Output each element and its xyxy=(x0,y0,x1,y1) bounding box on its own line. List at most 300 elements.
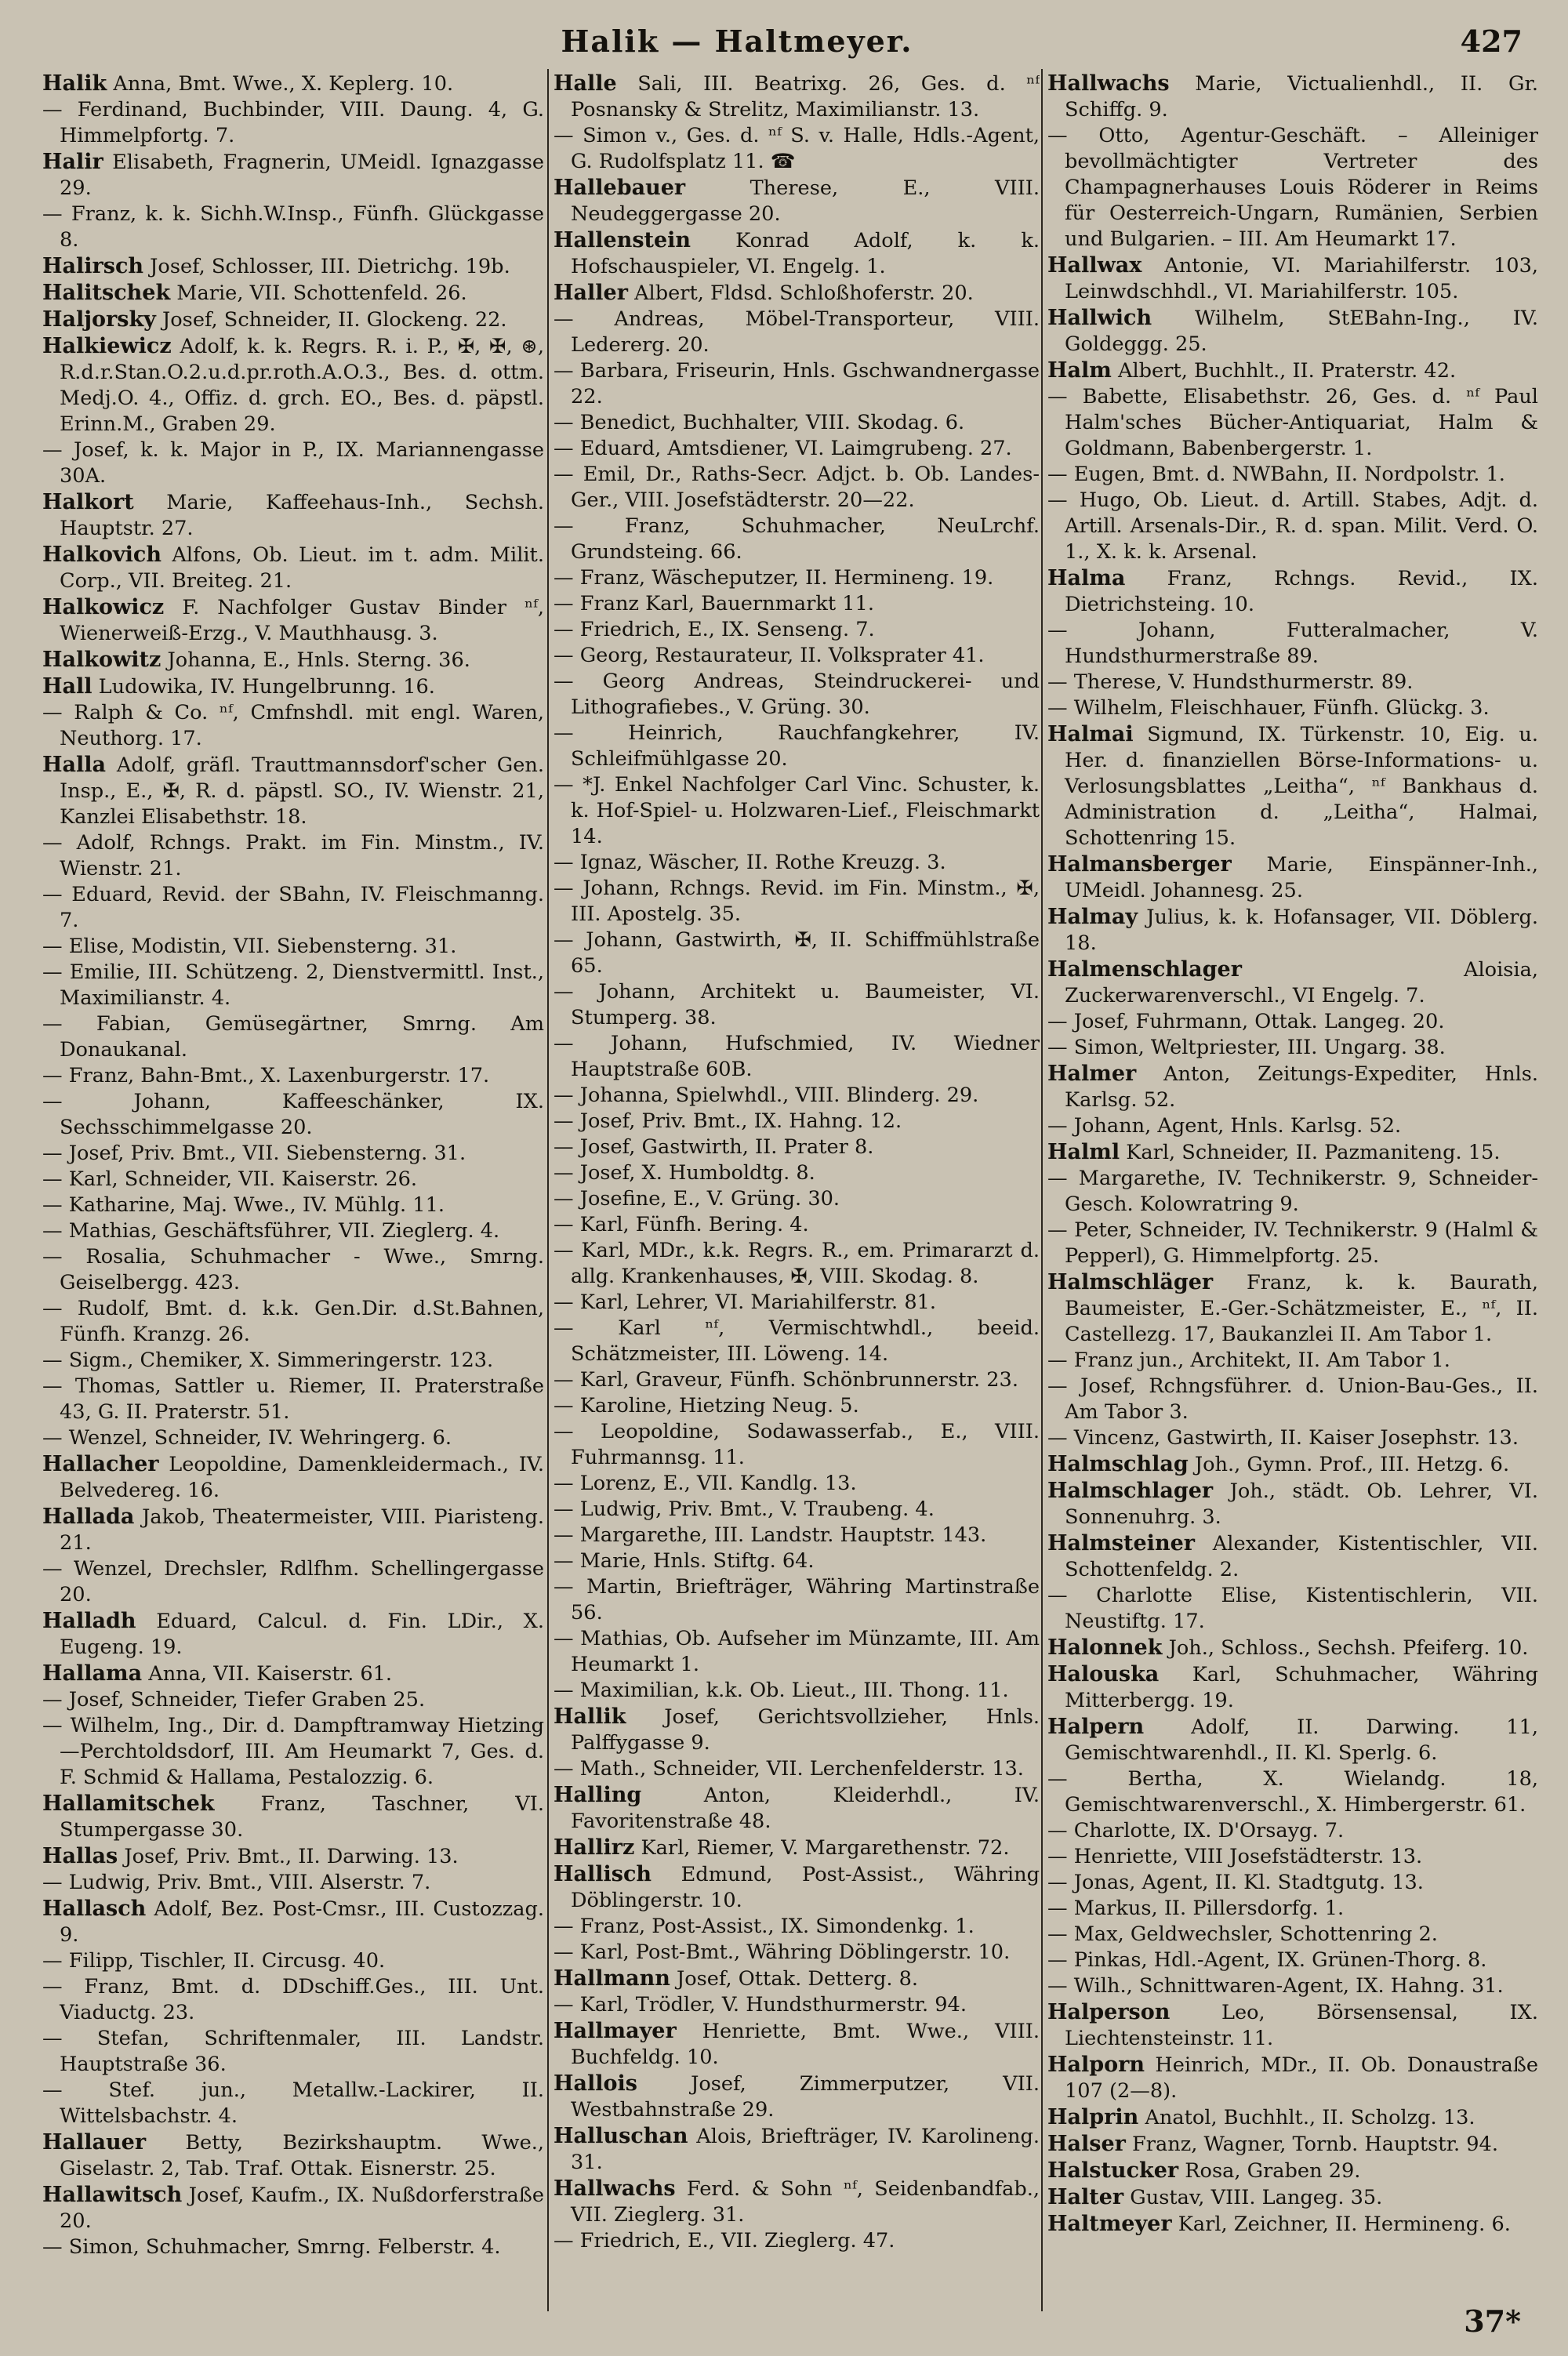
running-title: Halik — Haltmeyer. xyxy=(561,24,913,59)
entry-text: — Ludwig, Priv. Bmt., V. Traubeng. 4. xyxy=(554,1497,935,1521)
directory-entry xyxy=(554,850,1040,876)
directory-entry xyxy=(554,1238,1040,1290)
entry-surname: Halperson xyxy=(1047,2000,1171,2024)
directory-entry xyxy=(1047,1348,1538,1374)
entry-text: — Martin, Briefträger, Währing Martinstraße 56. xyxy=(554,1575,1040,1625)
entry-text: — Leopoldine, Sodawasserfab., E., VIII. Fuhrmannsg. 11. xyxy=(554,1420,1040,1469)
entry-text: — Eduard, Revid. der SBahn, IV. Fleischmanng. 7. xyxy=(42,883,544,932)
directory-entry xyxy=(554,1031,1040,1083)
entry-text: Karl, Zeichner, II. Hermineng. 6. xyxy=(1178,2213,1511,2236)
entry-text: Adolf, II. Darwing. 11, Gemischtwarenhdl., II. Kl. Sperlg. 6. xyxy=(1065,1715,1538,1765)
entry-text: Heinrich, MDr., II. Ob. Donaustraße 107 (2—8). xyxy=(1065,2053,1538,2103)
entry-text: Karl, Schneider, II. Pazmaniteng. 15. xyxy=(1126,1141,1501,1164)
directory-entry xyxy=(42,700,544,752)
directory-entry xyxy=(1047,1113,1538,1139)
directory-entry xyxy=(42,97,544,149)
directory-entry xyxy=(1047,1218,1538,1269)
entry-text: — Karl ⁿᶠ, Vermischtwhdl., beeid. Schätzmeister, III. Löweng. 14. xyxy=(554,1316,1040,1366)
entry-text: Anatol, Buchhlt., II. Scholzg. 13. xyxy=(1145,2106,1475,2129)
entry-text: — Josef, X. Humboldtg. 8. xyxy=(554,1161,815,1185)
directory-entry xyxy=(554,928,1040,979)
entry-surname: Halmsteiner xyxy=(1047,1531,1195,1556)
entry-text: — Ferdinand, Buchbinder, VIII. Daung. 4, G. Himmelpfortg. 7. xyxy=(42,98,544,147)
entry-surname: Haljorsky xyxy=(42,307,156,332)
entry-text: Henriette, Bmt. Wwe., VIII. Buchfeldg. 10. xyxy=(571,2020,1040,2069)
entry-text: — Johann, Agent, Hnls. Karlsg. 52. xyxy=(1047,1114,1402,1138)
entry-text: Sali, III. Beatrixg. 26, Ges. d. ⁿᶠ Posnansky & Strelitz, Maximilianstr. 13. xyxy=(571,72,1040,122)
entry-text: — Friedrich, E., VII. Zieglerg. 47. xyxy=(554,2229,895,2253)
directory-entry xyxy=(1047,618,1538,670)
entry-text: — Karl, Post-Bmt., Währing Döblingerstr. 10. xyxy=(554,1940,1011,1964)
entry-text: Anton, Zeitungs-Expediter, Hnls. Karlsg. 52. xyxy=(1065,1062,1538,1112)
directory-entry xyxy=(1047,1870,1538,1896)
directory-entry xyxy=(554,1678,1040,1704)
directory-entry xyxy=(554,307,1040,358)
entry-surname: Hallebauer xyxy=(554,176,686,200)
entry-text: Adolf, Bez. Post-Cmsr., III. Custozzag. 9. xyxy=(60,1897,544,1947)
directory-entry xyxy=(554,979,1040,1031)
entry-text: Leopoldine, Damenkleidermach., IV. Belvedereg. 16. xyxy=(60,1453,544,1502)
entry-text: — Karl, MDr., k.k. Regrs. R., em. Primararzt d. allg. Krankenhauses, ✠, VIII. Skodag. 8. xyxy=(554,1239,1040,1288)
directory-entry xyxy=(1047,1269,1538,1348)
directory-entry xyxy=(1047,462,1538,488)
entry-surname: Halling xyxy=(554,1783,642,1807)
directory-entry xyxy=(42,1296,544,1348)
entry-text: Marie, VII. Schottenfeld. 26. xyxy=(176,281,467,305)
entry-text: — Karl, Schneider, VII. Kaiserstr. 26. xyxy=(42,1167,418,1191)
entry-text: — Simon, Weltpriester, III. Ungarg. 38. xyxy=(1047,1036,1446,1059)
entry-text: — Pinkas, Hdl.-Agent, IX. Grünen-Thorg. 8. xyxy=(1047,1948,1487,1972)
directory-entry xyxy=(554,1109,1040,1134)
directory-entry xyxy=(42,437,544,489)
entry-text: — Margarethe, III. Landstr. Hauptstr. 143. xyxy=(554,1523,987,1547)
directory-entry xyxy=(42,1843,544,1870)
directory-entry xyxy=(42,2026,544,2078)
directory-entry xyxy=(554,1186,1040,1212)
entry-text: — Eduard, Amtsdiener, VI. Laimgrubeng. 27. xyxy=(554,437,1012,460)
directory-entry xyxy=(1047,384,1538,462)
directory-entry xyxy=(554,71,1040,123)
entry-surname: Hallacher xyxy=(42,1452,159,1476)
directory-entry xyxy=(42,830,544,882)
directory-entry xyxy=(554,1419,1040,1471)
directory-entry xyxy=(42,1244,544,1296)
directory-entry xyxy=(1047,488,1538,565)
directory-entry xyxy=(1047,1035,1538,1061)
directory-entry xyxy=(42,1713,544,1791)
directory-entry xyxy=(1047,2104,1538,2131)
entry-text: — Franz jun., Architekt, II. Am Tabor 1. xyxy=(1047,1349,1450,1372)
directory-entry xyxy=(42,1193,544,1218)
entry-text: — Georg, Restaurateur, II. Volksprater 41. xyxy=(554,644,985,667)
entry-text: — Josef, Rchngsführer. d. Union-Bau-Ges., II. Am Tabor 3. xyxy=(1047,1374,1538,1424)
entry-text: — Maximilian, k.k. Ob. Lieut., III. Thong. 11. xyxy=(554,1679,1009,1702)
directory-entry xyxy=(554,2123,1040,2176)
directory-entry xyxy=(554,617,1040,643)
directory-entry xyxy=(554,2228,1040,2254)
entry-surname: Hallmayer xyxy=(554,2019,677,2043)
entry-surname: Hall xyxy=(42,674,93,699)
entry-text: Marie, Einspänner-Inh., UMeidl. Johannesg. 25. xyxy=(1065,853,1538,902)
entry-text: — Johann, Architekt u. Baumeister, VI. Stumperg. 38. xyxy=(554,980,1040,1029)
entry-text: — Josefine, E., V. Grüng. 30. xyxy=(554,1187,840,1211)
signature-mark: 37* xyxy=(1464,2303,1521,2339)
directory-entry xyxy=(554,227,1040,280)
entry-text: — Josef, Priv. Bmt., IX. Hahng. 12. xyxy=(554,1109,902,1133)
directory-entry xyxy=(42,1687,544,1713)
entry-surname: Halmenschlager xyxy=(1047,957,1242,982)
entry-text: — Rudolf, Bmt. d. k.k. Gen.Dir. d.St.Bahnen, Fünfh. Kranzg. 26. xyxy=(42,1297,544,1346)
entry-text: Josef, Ottak. Detterg. 8. xyxy=(676,1967,919,1991)
entry-text: — Franz Karl, Bauernmarkt 11. xyxy=(554,592,874,615)
directory-entry xyxy=(1047,1425,1538,1451)
entry-text: Franz, Taschner, VI. Stumpergasse 30. xyxy=(60,1792,544,1842)
entry-surname: Halprin xyxy=(1047,2105,1139,2129)
directory-entry xyxy=(42,752,544,830)
directory-entry xyxy=(554,772,1040,850)
column-left xyxy=(42,71,544,2313)
directory-entry xyxy=(1047,71,1538,123)
entry-text: Anna, Bmt. Wwe., X. Keplerg. 10. xyxy=(113,72,454,96)
entry-text: — Friedrich, E., IX. Senseng. 7. xyxy=(554,618,875,641)
entry-text: — Johann, Hufschmied, IV. Wiedner Hauptstraße 60B. xyxy=(554,1032,1040,1081)
entry-text: Albert, Buchhlt., II. Praterstr. 42. xyxy=(1117,359,1457,383)
entry-text: — Franz, k. k. Sichh.W.Insp., Fünfh. Glückgasse 8. xyxy=(42,202,544,252)
entry-text: Jakob, Theatermeister, VIII. Piaristeng. 21. xyxy=(60,1505,544,1555)
entry-text: Ferd. & Sohn ⁿᶠ, Seidenbandfab., VII. Zieglerg. 31. xyxy=(571,2177,1040,2227)
entry-surname: Halik xyxy=(42,71,107,96)
entry-text: — Ralph & Co. ⁿᶠ, Cmfnshdl. mit engl. Waren, Neuthorg. 17. xyxy=(42,701,544,750)
directory-entry xyxy=(554,643,1040,669)
directory-entry xyxy=(554,565,1040,591)
entry-text: Franz, Wagner, Tornb. Hauptstr. 94. xyxy=(1132,2133,1498,2156)
entry-surname: Halluschan xyxy=(554,2124,688,2148)
entry-text: Edmund, Post-Assist., Währing Döblingerstr. 10. xyxy=(571,1863,1040,1912)
entry-text: — Josef, Priv. Bmt., VII. Siebensterng. 31. xyxy=(42,1142,466,1165)
entry-text: Anton, Kleiderhdl., IV. Favoritenstraße 48. xyxy=(571,1784,1040,1833)
entry-surname: Hallois xyxy=(554,2071,637,2096)
entry-surname: Halkowitz xyxy=(42,648,162,672)
directory-entry xyxy=(42,1089,544,1141)
entry-text: — Barbara, Friseurin, Hnls. Gschwandnergasse 22. xyxy=(554,359,1040,408)
entry-text: Aloisia, Zuckerwarenverschl., VI Engelg. 7. xyxy=(1065,958,1538,1007)
entry-surname: Hallmann xyxy=(554,1966,670,1991)
directory-entry xyxy=(1047,1818,1538,1844)
directory-entry xyxy=(1047,1451,1538,1478)
entry-text: — Lorenz, E., VII. Kandlg. 13. xyxy=(554,1472,857,1495)
directory-entry xyxy=(1047,1009,1538,1035)
directory-entry xyxy=(554,669,1040,721)
entry-text: Betty, Bezirkshauptm. Wwe., Giselastr. 2, Tab. Traf. Ottak. Eisnerstr. 25. xyxy=(60,2131,544,2180)
directory-entry xyxy=(554,1160,1040,1186)
entry-surname: Hallama xyxy=(42,1661,143,1686)
directory-entry xyxy=(554,1782,1040,1835)
entry-text: — Babette, Elisabethstr. 26, Ges. d. ⁿᶠ Paul Halm'sches Bücher-Antiquariat, Halm & Goldmann, Babenbergerstr. 1. xyxy=(1047,385,1538,460)
directory-entry xyxy=(1047,2211,1538,2238)
entry-surname: Hallasch xyxy=(42,1897,147,1921)
directory-entry xyxy=(554,2071,1040,2123)
directory-entry xyxy=(42,1661,544,1687)
entry-text: — Ludwig, Priv. Bmt., VIII. Alserstr. 7. xyxy=(42,1871,431,1894)
entry-surname: Hallirz xyxy=(554,1835,635,1860)
entry-text: Alfons, Ob. Lieut. im t. adm. Milit. Corp., VII. Breiteg. 21. xyxy=(60,543,544,593)
directory-entry xyxy=(42,594,544,647)
entry-surname: Halla xyxy=(42,753,107,777)
directory-entry xyxy=(1047,1478,1538,1530)
directory-entry xyxy=(554,1316,1040,1367)
directory-entry xyxy=(42,2129,544,2182)
directory-entry xyxy=(554,1083,1040,1109)
directory-entry xyxy=(554,721,1040,772)
directory-entry xyxy=(1047,1922,1538,1948)
entry-text: — Sigm., Chemiker, X. Simmeringerstr. 123. xyxy=(42,1349,494,1372)
entry-text: — Wilhelm, Ing., Dir. d. Dampftramway Hietzing—Perchtoldsdorf, III. Am Heumarkt 7, Ges. d. F. Schmid & Hallama, Pestalozzig. 6. xyxy=(42,1714,544,1789)
entry-surname: Halml xyxy=(1047,1140,1120,1164)
directory-entry xyxy=(1047,2184,1538,2211)
entry-text: — Bertha, X. Wielandg. 18, Gemischtwarenverschl., X. Himbergerstr. 61. xyxy=(1047,1767,1538,1817)
entry-text: — Johann, Rchngs. Revid. im Fin. Minstm., ✠, III. Apostelg. 35. xyxy=(554,877,1040,926)
directory-entry xyxy=(1047,1166,1538,1218)
entry-text: — Heinrich, Rauchfangkehrer, IV. Schleifmühlgasse 20. xyxy=(554,721,1040,771)
entry-surname: Halir xyxy=(42,150,103,174)
entry-text: Ludowika, IV. Hungelbrunng. 16. xyxy=(98,675,435,699)
directory-entry xyxy=(42,1451,544,1504)
directory-entry xyxy=(42,1167,544,1193)
entry-surname: Halouska xyxy=(1047,1662,1160,1686)
entry-surname: Halle xyxy=(554,71,617,96)
entry-surname: Halkiewicz xyxy=(42,334,172,358)
directory-entry xyxy=(1047,565,1538,618)
entry-text: — Andreas, Möbel-Transporteur, VIII. Ledererg. 20. xyxy=(554,307,1040,357)
entry-text: — Hugo, Ob. Lieut. d. Artill. Stabes, Adjt. d. Artill. Arsenals-Dir., R. d. span. Milit. Verd. O. 1., X. k. k. Arsenal. xyxy=(1047,488,1538,564)
entry-text: — Karl, Trödler, V. Hundsthurmerstr. 94. xyxy=(554,1993,967,2017)
directory-entry xyxy=(554,1626,1040,1678)
directory-entry xyxy=(42,647,544,673)
directory-entry xyxy=(554,1134,1040,1160)
entry-surname: Halirsch xyxy=(42,254,144,278)
entry-text: — Josef, k. k. Major in P., IX. Mariannengasse 30A. xyxy=(42,438,544,488)
directory-entry xyxy=(554,1393,1040,1419)
entry-surname: Halkovich xyxy=(42,543,162,567)
entry-surname: Halma xyxy=(1047,566,1126,590)
directory-entry xyxy=(1047,1844,1538,1870)
entry-text: Alexander, Kistentischler, VII. Schottenfeldg. 2. xyxy=(1065,1532,1538,1581)
entry-text: — Wenzel, Drechsler, Rdlfhm. Schellingergasse 20. xyxy=(42,1557,544,1606)
entry-text: — Simon v., Ges. d. ⁿᶠ S. v. Halle, Hdls.-Agent, G. Rudolfsplatz 11. ☎ xyxy=(554,124,1040,173)
directory-entry xyxy=(554,1914,1040,1940)
directory-entry xyxy=(554,1212,1040,1238)
entry-surname: Halter xyxy=(1047,2185,1124,2209)
entry-surname: Halitschek xyxy=(42,281,171,305)
directory-entry xyxy=(42,882,544,934)
directory-entry xyxy=(554,462,1040,514)
entry-surname: Halmschlag xyxy=(1047,1452,1189,1476)
entry-text: — Johann, Kaffeeschänker, IX. Sechsschimmelgasse 20. xyxy=(42,1090,544,1139)
directory-entry xyxy=(554,1523,1040,1548)
entry-text: Elisabeth, Fragnerin, UMeidl. Ignazgasse 29. xyxy=(60,151,544,200)
directory-entry xyxy=(42,1218,544,1244)
entry-surname: Hallas xyxy=(42,1844,118,1868)
entry-text: Konrad Adolf, k. k. Hofschauspieler, VI. Engelg. 1. xyxy=(571,229,1040,278)
directory-entry xyxy=(1047,1766,1538,1818)
directory-entry xyxy=(1047,1583,1538,1635)
entry-text: — Vincenz, Gastwirth, II. Kaiser Josephstr. 13. xyxy=(1047,1426,1519,1450)
entry-text: Rosa, Graben 29. xyxy=(1185,2159,1361,2183)
directory-entry xyxy=(42,71,544,97)
entry-surname: Hallwachs xyxy=(554,2176,676,2201)
entry-surname: Haltmeyer xyxy=(1047,2212,1172,2236)
directory-entry xyxy=(1047,904,1538,957)
entry-text: — Simon, Schuhmacher, Smrng. Felberstr. 4. xyxy=(42,2235,501,2259)
entry-surname: Halmer xyxy=(1047,1062,1137,1086)
directory-entry xyxy=(554,1574,1040,1626)
entry-surname: Hallik xyxy=(554,1704,626,1729)
entry-text: — Henriette, VIII Josefstädterstr. 13. xyxy=(1047,1845,1423,1868)
entry-text: — Wenzel, Schneider, IV. Wehringerg. 6. xyxy=(42,1426,452,1450)
entry-text: Josef, Zimmerputzer, VII. Westbahnstraße 29. xyxy=(571,2072,1040,2122)
entry-text: — Georg Andreas, Steindruckerei- und Lithografiebes., V. Grüng. 30. xyxy=(554,670,1040,719)
directory-entry xyxy=(42,1374,544,1425)
entry-surname: Halm xyxy=(1047,358,1112,383)
page-header xyxy=(0,17,1568,72)
entry-text: — Emil, Dr., Raths-Secr. Adjct. b. Ob. Landes-Ger., VIII. Josefstädterstr. 20—22. xyxy=(554,463,1040,512)
directory-entry xyxy=(42,1556,544,1608)
directory-entry xyxy=(42,542,544,594)
entry-text: — Franz, Post-Assist., IX. Simondenkg. 1. xyxy=(554,1915,975,1938)
entry-text: Josef, Priv. Bmt., II. Darwing. 13. xyxy=(124,1845,459,1868)
entry-surname: Hallwax xyxy=(1047,253,1142,278)
entry-text: Joh., Gymn. Prof., III. Hetzg. 6. xyxy=(1194,1453,1510,1476)
entry-surname: Halonnek xyxy=(1047,1635,1163,1660)
entry-text: — Josef, Fuhrmann, Ottak. Langeg. 20. xyxy=(1047,1010,1445,1033)
entry-surname: Hallwich xyxy=(1047,306,1152,330)
entry-text: Eduard, Calcul. d. Fin. LDir., X. Eugeng. 19. xyxy=(60,1610,544,1659)
entry-surname: Halkort xyxy=(42,490,134,514)
directory-entry xyxy=(554,1966,1040,1992)
entry-surname: Hallauer xyxy=(42,2130,147,2155)
directory-entry xyxy=(554,1861,1040,1914)
entry-text: — Karl, Fünfh. Bering. 4. xyxy=(554,1213,809,1236)
entry-surname: Halmschlager xyxy=(1047,1479,1214,1503)
entry-text: — Max, Geldwechsler, Schottenring 2. xyxy=(1047,1922,1438,1946)
directory-entry xyxy=(1047,123,1538,252)
directory-entry xyxy=(554,1992,1040,2018)
entry-text: Leo, Börsensensal, IX. Liechtensteinstr. 11. xyxy=(1065,2001,1538,2050)
entry-text: Josef, Kaufm., IX. Nußdorferstraße 20. xyxy=(60,2184,544,2233)
entry-text: Josef, Gerichtsvollzieher, Hnls. Palffygasse 9. xyxy=(571,1705,1040,1755)
directory-entry xyxy=(1047,2131,1538,2158)
directory-entry xyxy=(554,2176,1040,2228)
entry-text: Adolf, k. k. Regrs. R. i. P., ✠, ✠, ⊛, R.d.r.Stan.O.2.u.d.pr.roth.A.O.3., Bes. d. ottm. Medj.O. 4., Offiz. d. grch. EO., Bes. d. päpstl. Erinn.M., Graben 29. xyxy=(60,335,544,436)
directory-entry xyxy=(1047,305,1538,358)
entry-text: — Adolf, Rchngs. Prakt. im Fin. Minstm., IV. Wienstr. 21. xyxy=(42,831,544,880)
entry-text: — Thomas, Sattler u. Riemer, II. Praterstraße 43, G. II. Praterstr. 51. xyxy=(42,1374,544,1424)
directory-entry xyxy=(42,1063,544,1089)
entry-text: — Mathias, Ob. Aufseher im Münzamte, III. Am Heumarkt 1. xyxy=(554,1627,1040,1676)
directory-entry xyxy=(1047,1530,1538,1583)
entry-text: — Franz, Schuhmacher, NeuLrchf. Grundsteing. 66. xyxy=(554,514,1040,564)
directory-entry xyxy=(554,175,1040,227)
directory-entry xyxy=(554,1940,1040,1966)
entry-text: — Johann, Futteralmacher, V. Hundsthurmerstraße 89. xyxy=(1047,619,1538,668)
entry-text: — Fabian, Gemüsegärtner, Smrng. Am Donaukanal. xyxy=(42,1012,544,1062)
entry-text: — Elise, Modistin, VII. Siebensterng. 31. xyxy=(42,935,457,958)
directory-entry xyxy=(42,1425,544,1451)
column-right xyxy=(1047,71,1538,2313)
entry-text: Wilhelm, StEBahn-Ing., IV. Goldeggg. 25. xyxy=(1065,307,1538,356)
entry-surname: Halladh xyxy=(42,1609,136,1633)
directory-entry xyxy=(554,591,1040,617)
entry-surname: Halstucker xyxy=(1047,2158,1179,2183)
directory-entry xyxy=(554,436,1040,462)
directory-entry xyxy=(42,934,544,960)
entry-text: Anna, VII. Kaiserstr. 61. xyxy=(148,1662,393,1686)
directory-entry xyxy=(1047,1948,1538,1973)
entry-text: Franz, k. k. Baurath, Baumeister, E.-Ger.-Schätzmeister, E., ⁿᶠ, II. Castellezg. 17, Baukanzlei II. Am Tabor 1. xyxy=(1065,1271,1538,1346)
entry-text: — Josef, Gastwirth, II. Prater 8. xyxy=(554,1135,874,1159)
entry-text: Adolf, gräfl. Trauttmannsdorf'scher Gen. Insp., E., ✠, R. d. päpstl. SO., IV. Wienstr. 21, Kanzlei Elisabethstr. 18. xyxy=(60,753,544,829)
directory-entry xyxy=(1047,252,1538,305)
entry-text: Josef, Schneider, II. Glockeng. 22. xyxy=(162,308,507,332)
directory-entry xyxy=(42,2234,544,2260)
directory-entry xyxy=(554,123,1040,175)
directory-entry xyxy=(42,2078,544,2129)
directory-entry xyxy=(42,201,544,253)
directory-entry xyxy=(1047,2052,1538,2104)
entry-text: Joh., städt. Ob. Lehrer, VI. Sonnenuhrg. 3. xyxy=(1065,1479,1538,1529)
entry-text: — Charlotte Elise, Kistentischlerin, VII. Neustiftg. 17. xyxy=(1047,1584,1538,1633)
entry-text: Marie, Victualienhdl., II. Gr. Schiffg. 9. xyxy=(1065,72,1538,122)
entry-text: Antonie, VI. Mariahilferstr. 103, Leinwdschhdl., VI. Mariahilferstr. 105. xyxy=(1065,254,1538,303)
entry-surname: Halser xyxy=(1047,2132,1126,2156)
entry-text: — Math., Schneider, VII. Lerchenfelderstr. 13. xyxy=(554,1757,1024,1781)
page-number: 427 xyxy=(1460,24,1523,59)
directory-entry xyxy=(42,1948,544,1974)
entry-surname: Halpern xyxy=(1047,1715,1145,1739)
entry-text: — Eugen, Bmt. d. NWBahn, II. Nordpolstr. 1. xyxy=(1047,463,1505,486)
entry-text: — Filipp, Tischler, II. Circusg. 40. xyxy=(42,1949,386,1973)
entry-text: — Emilie, III. Schützeng. 2, Dienstvermittl. Inst., Maximilianstr. 4. xyxy=(42,960,544,1010)
directory-entry xyxy=(1047,1999,1538,2052)
directory-entry xyxy=(1047,695,1538,721)
entry-surname: Hallenstein xyxy=(554,228,691,252)
directory-entry xyxy=(42,1870,544,1896)
entry-text: — Stef. jun., Metallw.-Lackirer, II. Wittelsbachstr. 4. xyxy=(42,2078,544,2128)
entry-surname: Halporn xyxy=(1047,2053,1145,2077)
entry-surname: Haller xyxy=(554,281,628,305)
entry-text: — Markus, II. Pillersdorfg. 1. xyxy=(1047,1897,1345,1920)
entry-text: Josef, Schlosser, III. Dietrichg. 19b. xyxy=(150,255,510,278)
entry-text: — Wilhelm, Fleischhauer, Fünfh. Glückg. 3. xyxy=(1047,696,1490,720)
directory-entry xyxy=(1047,1714,1538,1766)
directory-entry xyxy=(554,1756,1040,1782)
entry-surname: Halmschläger xyxy=(1047,1270,1214,1294)
entry-text: Joh., Schloss., Sechsh. Pfeiferg. 10. xyxy=(1168,1636,1529,1660)
entry-text: — Karoline, Hietzing Neug. 5. xyxy=(554,1394,859,1418)
directory-entry xyxy=(42,1608,544,1661)
directory-entry xyxy=(42,149,544,201)
entry-text: Johanna, E., Hnls. Sterng. 36. xyxy=(167,648,470,672)
directory-entry xyxy=(42,2182,544,2234)
directory-entry xyxy=(42,1896,544,1948)
entry-text: — Otto, Agentur-Geschäft. – Alleiniger bevollmächtigter Vertreter des Champagnerhauses Louis Röderer in Reims für Oesterreich-Ungarn, Rumänien, Serbien und Bulgarien. – III. Am Heumarkt 17. xyxy=(1047,124,1538,251)
directory-entry xyxy=(554,876,1040,928)
column-divider xyxy=(547,69,549,2311)
directory-entry xyxy=(42,280,544,307)
directory-entry xyxy=(42,960,544,1011)
entry-text: Marie, Kaffeehaus-Inh., Sechsh. Hauptstr. 27. xyxy=(60,491,544,540)
entry-text: Karl, Riemer, V. Margarethenstr. 72. xyxy=(641,1836,1010,1860)
